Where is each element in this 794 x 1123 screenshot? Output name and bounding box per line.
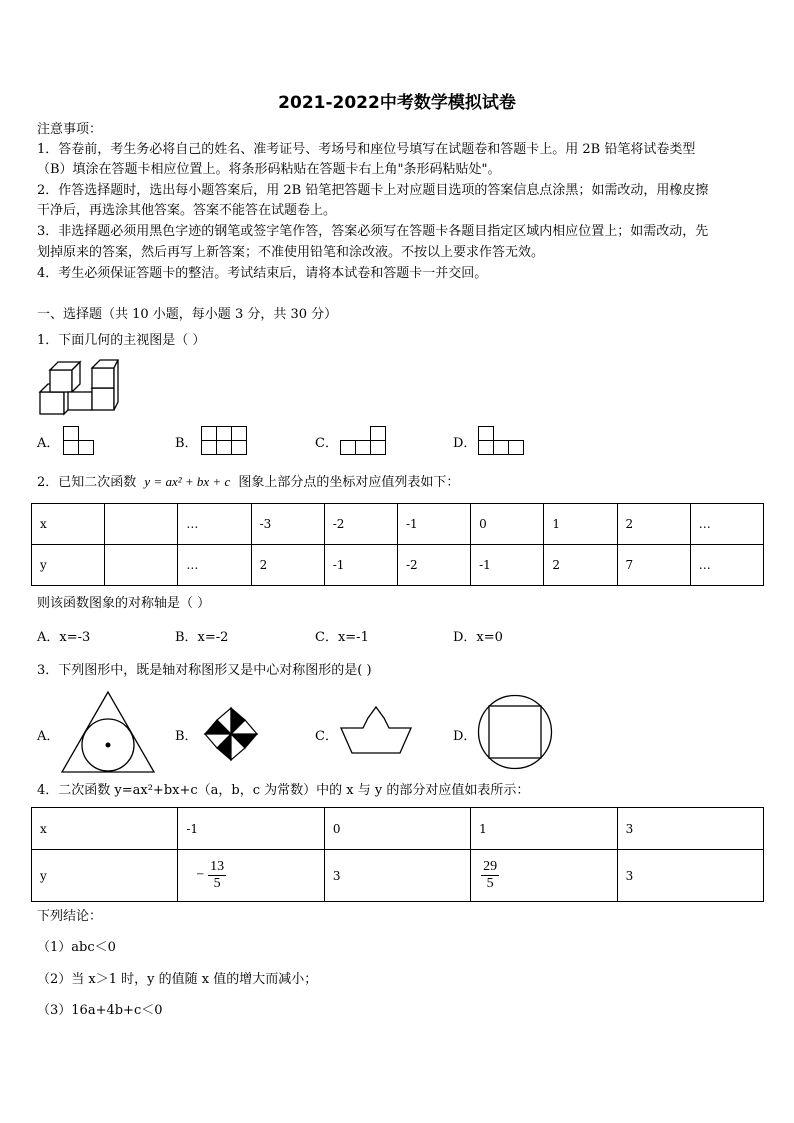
- table-row: [32, 850, 764, 902]
- pinwheel-figure: [203, 706, 259, 762]
- q3-option-d[interactable]: D．: [453, 729, 477, 744]
- q4-conclusion-heading: 下列结论：: [37, 909, 103, 924]
- triangle-incircle-figure: [60, 690, 156, 774]
- q4-conclusion: （1）abc＜0: [37, 940, 116, 955]
- table-cell: [105, 545, 178, 586]
- table-cell: …: [178, 545, 251, 586]
- table-cell: y: [32, 545, 105, 586]
- table-cell: 2: [617, 504, 690, 545]
- q1-option-c[interactable]: C．: [315, 436, 338, 451]
- fraction: [208, 859, 226, 892]
- table-cell: -2: [397, 545, 470, 586]
- notice-line: 4．考生必须保证答题卡的整洁。考试结束后，请将本试卷和答题卡一并交回。: [37, 266, 488, 281]
- q1-option-d[interactable]: D．: [453, 436, 477, 451]
- table-cell: 1: [471, 808, 617, 850]
- question-3-stem: 3．下列图形中，既是轴对称图形又是中心对称图形的是( ): [37, 663, 372, 678]
- table-cell: -1: [178, 808, 324, 850]
- table-cell: 2: [251, 545, 324, 586]
- fraction: [481, 859, 499, 892]
- q3-option-c[interactable]: C．: [315, 729, 338, 744]
- q2-stem-suffix: 图象上部分点的坐标对应值列表如下：: [238, 475, 460, 490]
- q4-value-table: [31, 807, 764, 902]
- notice-line: （B）填涂在答题卡相应位置上。将条形码粘贴在答题卡右上角"条形码粘贴处"。: [37, 162, 501, 177]
- q2-option-b[interactable]: B．x=-2: [175, 630, 229, 645]
- q3-option-a[interactable]: A．: [37, 729, 60, 744]
- table-cell: 1: [544, 504, 617, 545]
- table-cell: …: [690, 545, 763, 586]
- boat-figure: [340, 706, 412, 756]
- q2-question: 则该函数图象的对称轴是（ ）: [37, 596, 211, 611]
- question-4-stem: 4．二次函数 y=ax²+bx+c（a，b，c 为常数）中的 x 与 y 的部分对应值如表所示：: [37, 783, 530, 798]
- option-a-grid-figure: [63, 426, 95, 456]
- table-row: [32, 808, 764, 850]
- table-cell: -1: [471, 545, 544, 586]
- table-cell: -2: [324, 504, 397, 545]
- table-cell: 3: [617, 808, 763, 850]
- q2-option-c[interactable]: C．x=-1: [315, 630, 369, 645]
- table-cell: 2: [544, 545, 617, 586]
- notice-line: 3．非选择题必须用黑色字迹的钢笔或签字笔作答，答案必须写在答题卡各题目指定区域内相应位置上；如需改动，先: [37, 224, 709, 239]
- q2-stem-prefix: 2．已知二次函数: [37, 475, 137, 490]
- option-b-grid-figure: [201, 426, 247, 456]
- notice-line: 2．作答选择题时，选出每小题答案后，用 2B 铅笔把答题卡上对应题目选项的答案信息点涂黑；如需改动，用橡皮擦: [37, 183, 709, 198]
- table-row: [32, 504, 764, 545]
- section-heading: 一、选择题（共 10 小题，每小题 3 分，共 30 分）: [37, 307, 338, 322]
- notice-line: 干净后，再选涂其他答案。答案不能答在试题卷上。: [37, 203, 337, 218]
- notice-line: 1．答卷前，考生务必将自己的姓名、准考证号、考场号和座位号填写在试题卷和答题卡上。用 2B 铅笔将试卷类型: [37, 142, 696, 157]
- option-c-grid-figure: [340, 426, 386, 456]
- table-cell: x: [32, 808, 178, 850]
- square-in-circle-figure: [477, 694, 553, 770]
- table-cell: 0: [471, 504, 544, 545]
- fraction-denominator: 5: [213, 876, 221, 891]
- q1-option-a[interactable]: A．: [37, 436, 60, 451]
- table-cell-fraction: [178, 850, 324, 902]
- table-cell: [105, 504, 178, 545]
- q4-conclusion: （2）当 x＞1 时，y 的值随 x 值的增大而减小；: [37, 972, 318, 987]
- question-1-stem: 1．下面几何的主视图是（ ）: [37, 333, 206, 348]
- table-cell: x: [32, 504, 105, 545]
- table-cell: -1: [324, 545, 397, 586]
- page-title: 2021-2022中考数学模拟试卷: [278, 93, 516, 113]
- fraction-numerator: 29: [483, 859, 498, 874]
- q2-value-table: [31, 503, 764, 586]
- table-cell: 0: [324, 808, 470, 850]
- table-cell: …: [690, 504, 763, 545]
- q3-option-b[interactable]: B．: [175, 729, 198, 744]
- q1-option-b[interactable]: B．: [175, 436, 198, 451]
- fraction-numerator: 13: [210, 859, 225, 874]
- notice-line: 划掉原来的答案，然后再写上新答案；不准使用铅笔和涂改液。不按以上要求作答无效。: [37, 245, 545, 260]
- notice-heading: 注意事项：: [37, 122, 103, 137]
- q2-option-a[interactable]: A．x=-3: [37, 630, 91, 645]
- fraction-denominator: 5: [486, 876, 494, 891]
- table-cell-fraction: [471, 850, 617, 902]
- q4-conclusion: （3）16a+4b+c＜0: [37, 1003, 163, 1018]
- table-cell: 7: [617, 545, 690, 586]
- table-cell: 3: [617, 850, 763, 902]
- table-cell: -1: [397, 504, 470, 545]
- question-2-stem: [37, 472, 459, 493]
- table-cell: -3: [251, 504, 324, 545]
- table-cell: y: [32, 850, 178, 902]
- stacked-cubes-figure: [38, 360, 118, 420]
- q2-formula: y = ax² + bx + c: [144, 474, 231, 489]
- table-cell: …: [178, 504, 251, 545]
- option-d-grid-figure: [478, 426, 524, 456]
- q2-option-d[interactable]: D．x=0: [453, 630, 503, 645]
- table-row: [32, 545, 764, 586]
- table-cell: 3: [324, 850, 470, 902]
- minus-sign: −: [196, 867, 205, 883]
